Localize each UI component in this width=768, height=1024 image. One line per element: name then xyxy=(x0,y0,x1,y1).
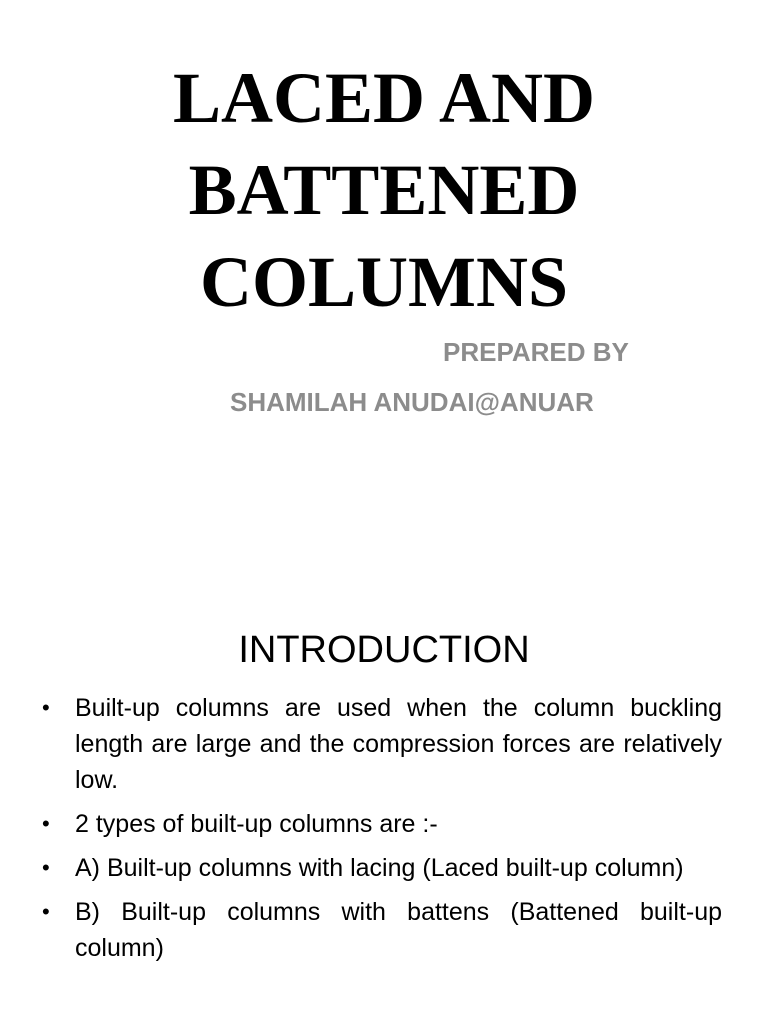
introduction-bullet-list xyxy=(42,690,722,974)
list-item xyxy=(42,894,722,966)
bullet-text: A) Built-up columns with lacing (Laced built-up column) xyxy=(75,854,684,882)
list-item xyxy=(42,850,722,886)
bullet-icon: • xyxy=(42,695,50,720)
bullet-icon: • xyxy=(42,899,50,924)
introduction-heading: INTRODUCTION xyxy=(238,629,530,671)
bullet-text: B) Built-up columns with battens (Battened built-up column) xyxy=(75,898,722,962)
list-item xyxy=(42,806,722,842)
bullet-icon: • xyxy=(42,811,50,836)
bullet-text: Built-up columns are used when the column buckling length are large and the compression forces are relatively low. xyxy=(75,694,722,794)
title-line-2: BATTENED xyxy=(188,150,580,230)
page-title xyxy=(0,52,768,328)
title-line-3: COLUMNS xyxy=(199,242,568,322)
bullet-icon: • xyxy=(42,855,50,880)
title-line-1: LACED AND xyxy=(172,58,596,138)
author-name: SHAMILAH ANUDAI@ANUAR xyxy=(230,387,594,417)
prepared-by-label: PREPARED BY xyxy=(443,337,629,367)
list-item xyxy=(42,690,722,798)
bullet-text: 2 types of built-up columns are :- xyxy=(75,810,438,838)
